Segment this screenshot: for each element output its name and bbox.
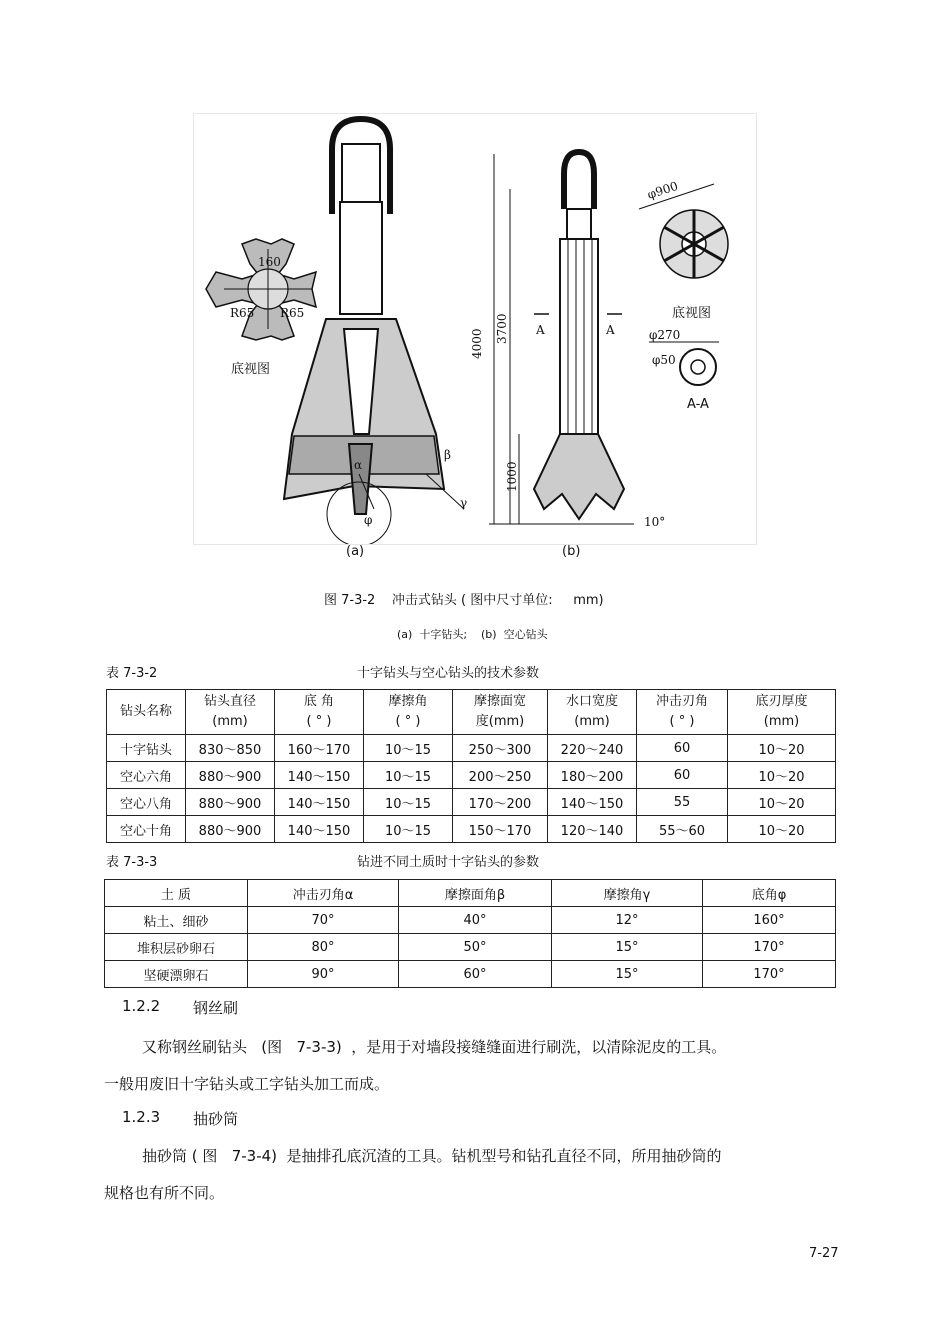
table-cell: 10～15 [364, 789, 453, 816]
header-cell: 摩擦面角β [399, 880, 552, 907]
table2-number: 表 7-3-3 [106, 855, 158, 870]
table-cell: 15° [552, 961, 703, 988]
table-cell: 90° [248, 961, 399, 988]
header-cell: 摩擦面宽 度(mm) [453, 690, 548, 735]
section-mark-right: A [606, 323, 615, 337]
table-bit-parameters [106, 689, 836, 843]
figure-subcaption: (a) 十字钻头; (b) 空心钻头 [397, 628, 548, 641]
figure-drill-bits [193, 113, 757, 559]
table-cell: 10～15 [364, 735, 453, 762]
table-cell: 12° [552, 907, 703, 934]
cross-bit-side-view [284, 119, 464, 544]
page-number: 7-27 [809, 1246, 839, 1261]
table-cell: 50° [399, 934, 552, 961]
table-cell: 60 [637, 735, 728, 762]
section-mark-left: A [536, 323, 545, 337]
table-cell: 55 [637, 789, 728, 816]
section-123-number: 1.2.3 [122, 1108, 161, 1126]
table-cell: 15° [552, 934, 703, 961]
table-header-row [105, 880, 836, 907]
table-cell: 170～200 [453, 789, 548, 816]
dim-beta: β [444, 448, 451, 462]
dim-phi: φ [364, 513, 373, 527]
table-cell: 60 [637, 762, 728, 789]
table-row [107, 735, 836, 762]
table-row [105, 934, 836, 961]
table-cell: 160° [703, 907, 836, 934]
table-cell: 200～250 [453, 762, 548, 789]
section-123-title: 抽砂筒 [193, 1110, 239, 1128]
table-cell: 粘土、细砂 [105, 907, 248, 934]
table-cell: 55～60 [637, 816, 728, 843]
section-122-title: 钢丝刷 [193, 999, 239, 1017]
section-123-para-line2: 规格也有所不同。 [104, 1184, 225, 1202]
table-cell: 250～300 [453, 735, 548, 762]
panel-label-b: (b) [562, 544, 581, 559]
dim-r65-left: R65 [230, 306, 255, 320]
table-cell: 140～150 [275, 762, 364, 789]
table-cell: 170° [703, 961, 836, 988]
dim-gamma: γ [460, 496, 468, 510]
panel-label-a: (a) [346, 544, 365, 559]
table-cell: 十字钻头 [107, 735, 186, 762]
table-cell: 10～20 [728, 789, 836, 816]
table-cell: 880～900 [186, 816, 275, 843]
table-row [105, 907, 836, 934]
dim-160: 160 [258, 255, 281, 269]
section-122-para-line1: 又称钢丝刷钻头 (图 7-3-3) ，是用于对墙段接缝缝面进行刷洗，以清除泥皮的工具。 [142, 1038, 727, 1056]
dim-10deg: 10° [644, 515, 666, 529]
dim-3700: 3700 [495, 313, 509, 344]
table-cell: 10～20 [728, 735, 836, 762]
header-cell: 水口宽度 (mm) [548, 690, 637, 735]
table1-title: 十字钻头与空心钻头的技术参数 [357, 666, 540, 681]
table-cell: 40° [399, 907, 552, 934]
table-cell: 60° [399, 961, 552, 988]
bottom-view-label-b: 底视图 [672, 306, 712, 321]
header-cell: 摩擦角γ [552, 880, 703, 907]
table-cell: 空心十角 [107, 816, 186, 843]
section-122-number: 1.2.2 [122, 997, 161, 1015]
table-cell: 空心六角 [107, 762, 186, 789]
header-cell: 钻头直径 (mm) [186, 690, 275, 735]
table-cell: 10～20 [728, 762, 836, 789]
table-soil-parameters [104, 879, 836, 988]
table-cell: 180～200 [548, 762, 637, 789]
table1-number: 表 7-3-2 [106, 666, 158, 681]
table-cell: 空心八角 [107, 789, 186, 816]
figure-caption: 图 7-3-2 冲击式钻头 ( 图中尺寸单位: mm) [324, 593, 604, 608]
header-cell: 底 角 ( ° ) [275, 690, 364, 735]
table-row [107, 816, 836, 843]
dim-4000: 4000 [470, 328, 484, 359]
table-cell: 坚硬漂卵石 [105, 961, 248, 988]
table-cell: 150～170 [453, 816, 548, 843]
table-cell: 880～900 [186, 762, 275, 789]
bottom-view-label-a: 底视图 [231, 362, 271, 377]
table-cell: 220～240 [548, 735, 637, 762]
dim-phi50: φ50 [652, 353, 676, 367]
table-header-row [107, 690, 836, 735]
table-cell: 140～150 [275, 816, 364, 843]
section-123-para-line1: 抽砂筒 ( 图 7-3-4) 是抽排孔底沉渣的工具。钻机型号和钻孔直径不同，所用抽砂筒的 [142, 1147, 722, 1165]
header-cell: 摩擦角 ( ° ) [364, 690, 453, 735]
table-cell: 140～150 [275, 789, 364, 816]
table-cell: 170° [703, 934, 836, 961]
dim-phi270: φ270 [649, 328, 681, 342]
table-cell: 120～140 [548, 816, 637, 843]
dim-r65-right: R65 [280, 306, 305, 320]
table-cell: 140～150 [548, 789, 637, 816]
header-cell: 冲击刃角α [248, 880, 399, 907]
header-cell: 土 质 [105, 880, 248, 907]
header-cell: 底角φ [703, 880, 836, 907]
header-cell: 钻头名称 [107, 690, 186, 735]
dim-1000: 1000 [505, 461, 519, 492]
table-cell: 10～15 [364, 762, 453, 789]
table-row [107, 762, 836, 789]
table-cell: 160～170 [275, 735, 364, 762]
table-cell: 880～900 [186, 789, 275, 816]
table-cell: 10～15 [364, 816, 453, 843]
table-cell: 70° [248, 907, 399, 934]
section-label-a-a: A-A [687, 397, 709, 412]
table-cell: 10～20 [728, 816, 836, 843]
table-row [107, 789, 836, 816]
table2-title: 钻进不同土质时十字钻头的参数 [357, 855, 540, 870]
drill-bit-drawing [194, 114, 756, 544]
dim-phi900: φ900 [645, 178, 680, 202]
table-cell: 堆积层砂卵石 [105, 934, 248, 961]
dim-alpha: α [354, 458, 363, 472]
header-cell: 冲击刃角 ( ° ) [637, 690, 728, 735]
table-cell: 80° [248, 934, 399, 961]
table-row [105, 961, 836, 988]
section-122-para-line2: 一般用废旧十字钻头或工字钻头加工而成。 [104, 1075, 390, 1093]
header-cell: 底刃厚度 (mm) [728, 690, 836, 735]
table-cell: 830～850 [186, 735, 275, 762]
